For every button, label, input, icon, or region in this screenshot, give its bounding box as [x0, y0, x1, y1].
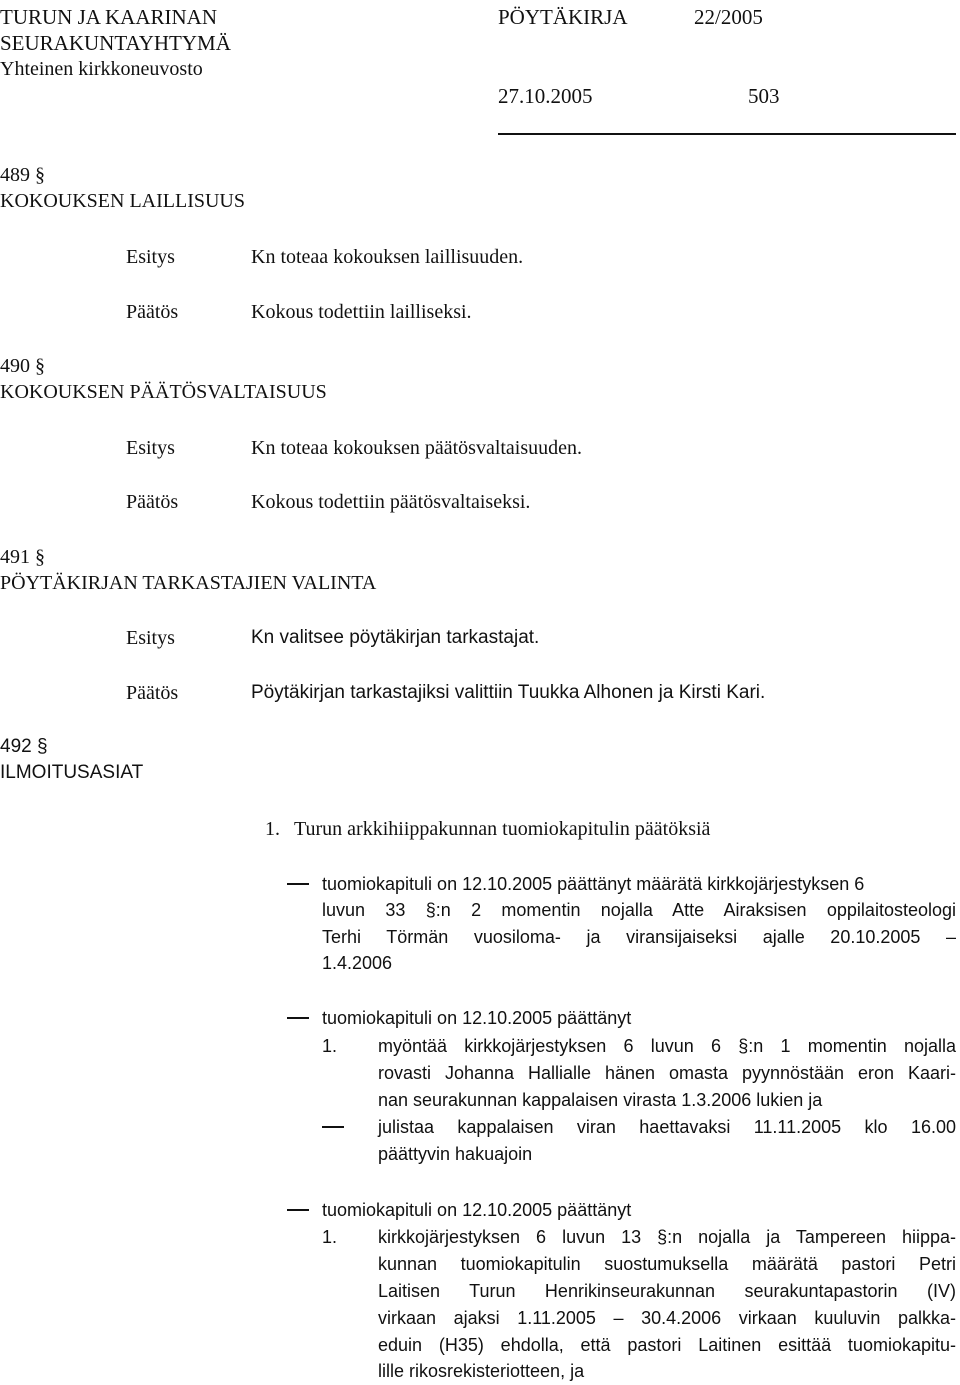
paatos-label: Päätös: [126, 682, 179, 704]
paatos-text: Kokous todettiin päätösvaltaiseksi.: [251, 491, 531, 513]
paatos-text: Kokous todettiin lailliseksi.: [251, 301, 472, 323]
section-number: 492 §: [0, 736, 48, 757]
notice-line: tuomiokapituli on 12.10.2005 päättänyt määrätä kirkkojärjestyksen 6: [322, 874, 865, 894]
organization-subname: SEURAKUNTAYHTYMÄ: [0, 31, 231, 55]
esitys-text: Kn valitsee pöytäkirjan tarkastajat.: [251, 627, 540, 648]
meeting-date: 27.10.2005: [498, 84, 593, 108]
organization-body: Yhteinen kirkkoneuvosto: [0, 58, 203, 80]
section-title: KOKOUKSEN PÄÄTÖSVALTAISUUS: [0, 381, 327, 403]
section-number: 489 §: [0, 164, 45, 186]
paatos-text: Pöytäkirjan tarkastajiksi valittiin Tuukka Alhonen ja Kirsti Kari.: [251, 682, 766, 703]
notice-item-number: 1.: [265, 818, 280, 840]
notice-line: tuomiokapituli on 12.10.2005 päättänyt: [322, 1008, 632, 1028]
esitys-label: Esitys: [126, 437, 175, 459]
notice-line: virkaan ajaksi 1.11.2005 – 30.4.2006 virkaan kuuluvin palkka-: [378, 1308, 956, 1328]
notice-line: Terhi Törmän vuosiloma- ja viransijaiseksi ajalle 20.10.2005 –: [322, 927, 956, 947]
header-rule: [498, 133, 956, 135]
esitys-label: Esitys: [126, 627, 175, 649]
dash-bullet: [287, 883, 309, 885]
section-title: PÖYTÄKIRJAN TARKASTAJIEN VALINTA: [0, 572, 377, 594]
dash-bullet: [322, 1126, 344, 1128]
section-number: 490 §: [0, 355, 45, 377]
document-number: 22/2005: [694, 5, 763, 29]
paatos-label: Päätös: [126, 491, 179, 513]
paatos-label: Päätös: [126, 301, 179, 323]
dash-bullet: [287, 1209, 309, 1211]
sub-item-number: 1.: [322, 1036, 338, 1056]
notice-line: kirkkojärjestyksen 6 luvun 13 §:n nojalla ja Tampereen hiippa-: [378, 1227, 956, 1247]
notice-line: nan seurakunnan kappalaisen virasta 1.3.2006 lukien ja: [378, 1090, 823, 1110]
notice-item-title: Turun arkkihiippakunnan tuomiokapitulin päätöksiä: [294, 818, 711, 840]
notice-line: Laitisen Turun Henrikinseurakunnan seurakuntapastorin (IV): [378, 1281, 956, 1301]
notice-line: myöntää kirkkojärjestyksen 6 luvun 6 §:n 1 momentin nojalla: [378, 1036, 956, 1056]
notice-line: rovasti Johanna Hallialle hänen omasta pyynnöstään eron Kaari-: [378, 1063, 956, 1083]
page-number: 503: [748, 84, 780, 108]
notice-line: eduin (H35) ehdolla, että pastori Laitinen esittää tuomiokapitu-: [378, 1335, 956, 1355]
section-title: ILMOITUSASIAT: [0, 762, 144, 783]
document-type: PÖYTÄKIRJA: [498, 5, 628, 29]
dash-bullet: [287, 1017, 309, 1019]
esitys-text: Kn toteaa kokouksen laillisuuden.: [251, 246, 524, 268]
sub-item-number: 1.: [322, 1227, 338, 1247]
notice-line: julistaa kappalaisen viran haettavaksi 11.11.2005 klo 16.00: [378, 1117, 956, 1137]
esitys-label: Esitys: [126, 246, 175, 268]
notice-line: lille rikosrekisteriotteen, ja: [378, 1361, 585, 1381]
notice-line: kunnan tuomiokapitulin suostumuksella määrätä pastori Petri: [378, 1254, 956, 1274]
section-title: KOKOUKSEN LAILLISUUS: [0, 190, 245, 212]
esitys-text: Kn toteaa kokouksen päätösvaltaisuuden.: [251, 437, 583, 459]
notice-line: päättyvin hakuajoin: [378, 1144, 533, 1164]
notice-line: 1.4.2006: [322, 953, 393, 973]
notice-line: tuomiokapituli on 12.10.2005 päättänyt: [322, 1200, 632, 1220]
notice-line: luvun 33 §:n 2 momentin nojalla Atte Airaksisen oppilaitosteologi: [322, 900, 956, 920]
organization-name: TURUN JA KAARINAN: [0, 5, 218, 29]
section-number: 491 §: [0, 546, 45, 568]
